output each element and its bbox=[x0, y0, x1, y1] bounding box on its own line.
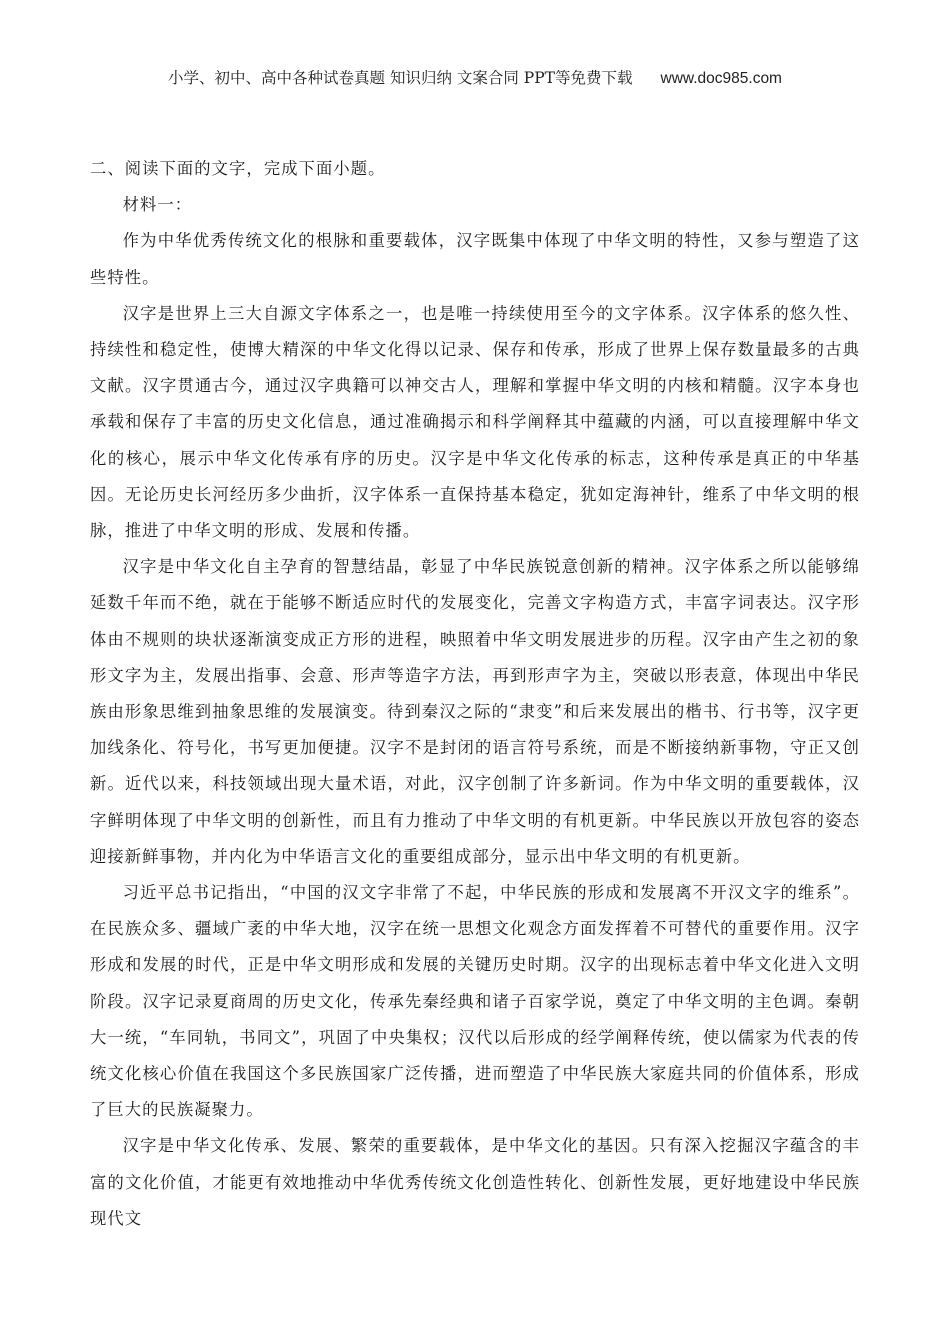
paragraph-5: 汉字是中华文化传承、发展、繁荣的重要载体，是中华文化的基因。只有深入挖掘汉字蕴含的丰富的文化价值，才能更有效地推动中华优秀传统文化创造性转化、创新性发展，更好地建设中华民族现代文 bbox=[90, 1136, 860, 1228]
document-body bbox=[90, 151, 860, 1237]
paragraph-1: 作为中华优秀传统文化的根脉和重要载体，汉字既集中体现了中华文明的特性，又参与塑造了这些特性。 bbox=[90, 231, 860, 287]
header-site[interactable]: www.doc985.com bbox=[660, 70, 782, 87]
paragraph-4: 习近平总书记指出，“中国的汉文字非常了不起，中华民族的形成和发展离不开汉文字的维系”。在民族众多、疆域广袤的中华大地，汉字在统一思想文化观念方面发挥着不可替代的重要作用。汉字形成和发展的时代，正是中华文明形成和发展的关键历史时期。汉字的出现标志着中华文化进入文明阶段。汉字记录夏商周的历史文化，传承先秦经典和诸子百家学说，奠定了中华文明的主色调。秦朝大一统，“车同轨，书同文”，巩固了中央集权；汉代以后形成的经学阐释传统，使以儒家为代表的传统文化核心价值在我国这个多民族国家广泛传播，进而塑造了中华民族大家庭共同的价值体系，形成了巨大的民族凝聚力。 bbox=[90, 883, 860, 1120]
page-header bbox=[0, 66, 950, 88]
header-text: 小学、初中、高中各种试卷真题 知识归纳 文案合同 PPT等免费下载 bbox=[168, 69, 633, 87]
paragraph-2: 汉字是世界上三大自源文字体系之一，也是唯一持续使用至今的文字体系。汉字体系的悠久性、持续性和稳定性，使博大精深的中华文化得以记录、保存和传承，形成了世界上保存数量最多的古典文献。汉字贯通古今，通过汉字典籍可以神交古人，理解和掌握中华文明的内核和精髓。汉字本身也承载和保存了丰富的历史文化信息，通过准确揭示和科学阐释其中蕴藏的内涵，可以直接理解中华文化的核心，展示中华文化传承有序的历史。汉字是中华文化传承的标志，这种传承是真正的中华基因。无论历史长河经历多少曲折，汉字体系一直保持基本稳定，犹如定海神针，维系了中华文明的根脉，推进了中华文明的形成、发展和传播。 bbox=[90, 303, 860, 541]
material-label: 材料一： bbox=[122, 195, 193, 215]
question-title: 二、阅读下面的文字，完成下面小题。 bbox=[90, 159, 386, 178]
paragraph-3: 汉字是中华文化自主孕育的智慧结晶，彰显了中华民族锐意创新的精神。汉字体系之所以能够绵延数千年而不绝，就在于能够不断适应时代的发展变化，完善文字构造方式，丰富字词表达。汉字形体由不规则的块状逐渐演变成正方形的进程，映照着中华文明发展进步的历程。汉字由产生之初的象形文字为主，发展出指事、会意、形声等造字方法，再到形声字为主，突破以形表意，体现出中华民族由形象思维到抽象思维的发展演变。待到秦汉之际的“隶变”和后来发展出的楷书、行书等，汉字更加线条化、符号化，书写更加便捷。汉字不是封闭的语言符号系统，而是不断接纳新事物，守正又创新。近代以来，科技领域出现大量术语，对此，汉字创制了许多新词。作为中华文明的重要载体，汉字鲜明体现了中华文明的创新性，而且有力推动了中华文明的有机更新。中华民族以开放包容的姿态迎接新鲜事物，并内化为中华语言文化的重要组成部分，显示出中华文明的有机更新。 bbox=[90, 557, 860, 866]
